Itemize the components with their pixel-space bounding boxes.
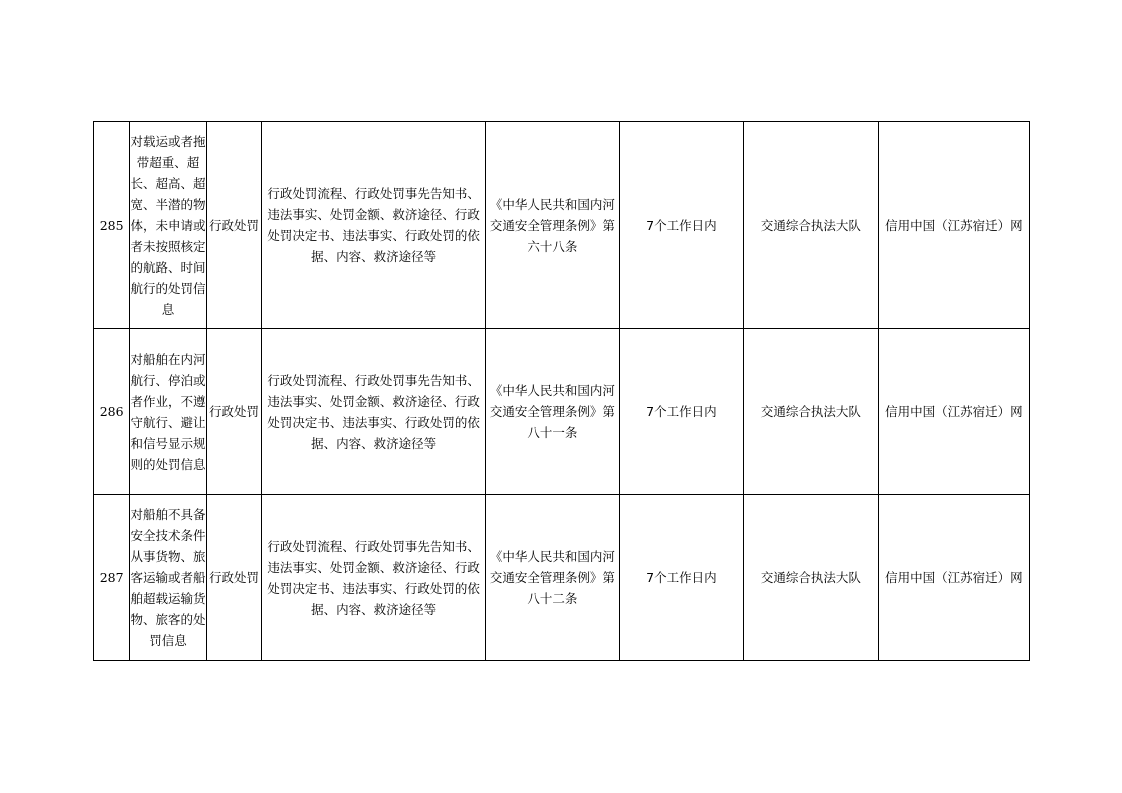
- row-number: 287: [94, 495, 130, 661]
- item-channel: 信用中国（江苏宿迁）网: [878, 329, 1029, 495]
- item-name: 对船舶在内河航行、停泊或者作业，不遵守航行、避让和信号显示规则的处罚信息: [130, 329, 207, 495]
- disclosure-table: [93, 121, 1030, 661]
- table-row: [94, 122, 1030, 329]
- item-department: 交通综合执法大队: [743, 122, 878, 329]
- table-row: [94, 329, 1030, 495]
- item-category: 行政处罚: [206, 329, 261, 495]
- item-period: 7个工作日内: [619, 495, 743, 661]
- item-channel: 信用中国（江苏宿迁）网: [878, 495, 1029, 661]
- item-channel: 信用中国（江苏宿迁）网: [878, 122, 1029, 329]
- item-period: 7个工作日内: [619, 122, 743, 329]
- item-category: 行政处罚: [206, 495, 261, 661]
- item-legal-basis: 《中华人民共和国内河交通安全管理条例》第六十八条: [485, 122, 619, 329]
- item-period: 7个工作日内: [619, 329, 743, 495]
- table-row: [94, 495, 1030, 661]
- item-category: 行政处罚: [206, 122, 261, 329]
- item-department: 交通综合执法大队: [743, 329, 878, 495]
- item-content: 行政处罚流程、行政处罚事先告知书、违法事实、处罚金额、救济途径、行政处罚决定书、违法事实、行政处罚的依据、内容、救济途径等: [262, 122, 486, 329]
- item-content: 行政处罚流程、行政处罚事先告知书、违法事实、处罚金额、救济途径、行政处罚决定书、违法事实、行政处罚的依据、内容、救济途径等: [262, 495, 486, 661]
- item-legal-basis: 《中华人民共和国内河交通安全管理条例》第八十一条: [485, 329, 619, 495]
- item-name: 对船舶不具备安全技术条件从事货物、旅客运输或者船舶超载运输货物、旅客的处罚信息: [130, 495, 207, 661]
- item-department: 交通综合执法大队: [743, 495, 878, 661]
- item-name: 对载运或者拖带超重、超长、超高、超宽、半潜的物体，未申请或者未按照核定的航路、时间航行的处罚信息: [130, 122, 207, 329]
- item-legal-basis: 《中华人民共和国内河交通安全管理条例》第八十二条: [485, 495, 619, 661]
- item-content: 行政处罚流程、行政处罚事先告知书、违法事实、处罚金额、救济途径、行政处罚决定书、违法事实、行政处罚的依据、内容、救济途径等: [262, 329, 486, 495]
- row-number: 285: [94, 122, 130, 329]
- row-number: 286: [94, 329, 130, 495]
